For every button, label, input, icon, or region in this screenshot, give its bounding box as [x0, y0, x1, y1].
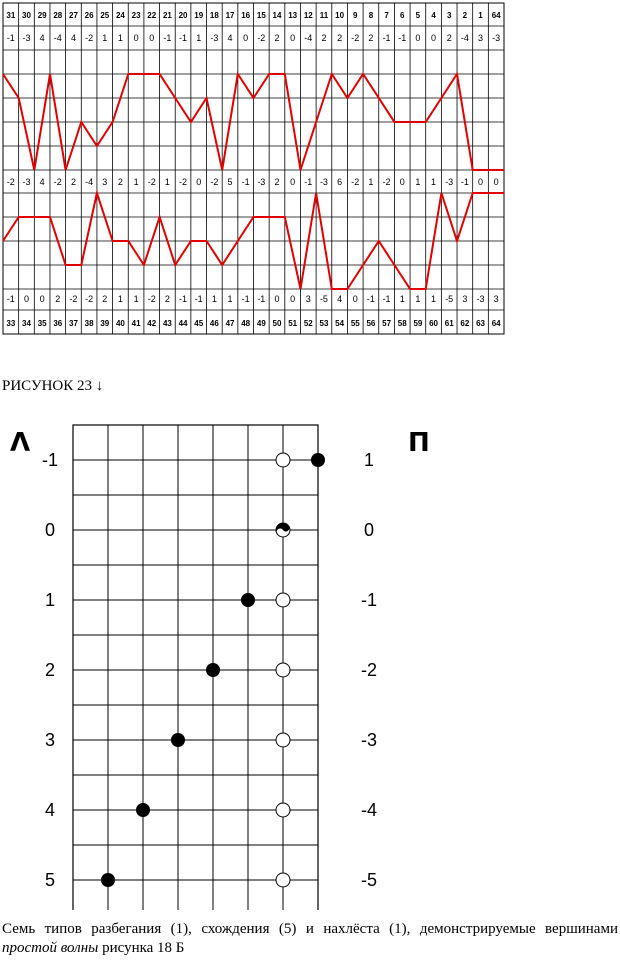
bottom-header-cell: 36 — [53, 319, 63, 328]
top-value-cell: 1 — [117, 33, 123, 43]
bottom-value-cell: -5 — [319, 294, 328, 304]
right-row-label: 0 — [363, 520, 375, 540]
bottom-value-cell: 0 — [274, 294, 280, 304]
bottom-value-cell: 0 — [352, 294, 358, 304]
bottom-value-cell: -1 — [382, 294, 391, 304]
bottom-caption-tail: рисунка 18 Б — [98, 940, 185, 956]
top-value-cell: 0 — [415, 33, 421, 43]
bottom-header-cell: 42 — [147, 319, 157, 328]
bottom-caption-italic: простой волны — [2, 940, 99, 956]
bottom-header-cell: 64 — [491, 319, 501, 328]
top-header-cell: 25 — [100, 11, 110, 20]
bottom-value-cell: 1 — [431, 294, 437, 304]
mid-value-cell: 1 — [133, 177, 139, 187]
black-dot — [311, 453, 325, 467]
black-dot — [241, 593, 255, 607]
mid-value-cell: -4 — [85, 177, 94, 187]
top-value-cell: -1 — [398, 33, 407, 43]
bottom-value-cell: -1 — [241, 294, 250, 304]
top-header-cell: 30 — [22, 11, 31, 20]
left-row-label: 1 — [44, 590, 56, 610]
bottom-value-cell: 3 — [493, 294, 499, 304]
bottom-header-cell: 53 — [319, 319, 329, 328]
bottom-header-cell: 50 — [272, 319, 282, 328]
top-value-cell: 0 — [133, 33, 139, 43]
top-value-cell: -3 — [210, 33, 219, 43]
top-header-cell: 24 — [115, 11, 125, 20]
right-row-label: -3 — [360, 730, 378, 750]
bottom-header-cell: 58 — [397, 319, 407, 328]
mid-value-cell: 1 — [164, 177, 170, 187]
top-header-cell: 9 — [353, 11, 358, 20]
wave-table-figure — [0, 0, 620, 340]
mid-value-cell: -2 — [351, 177, 360, 187]
top-header-cell: 4 — [431, 11, 436, 20]
top-header-cell: 26 — [84, 11, 94, 20]
bottom-header-cell: 59 — [413, 319, 423, 328]
mid-value-cell: 6 — [337, 177, 343, 187]
mid-value-cell: -3 — [319, 177, 328, 187]
black-dot — [206, 663, 220, 677]
top-value-cell: -2 — [85, 33, 94, 43]
top-header-cell: 16 — [241, 11, 251, 20]
top-header-cell: 3 — [446, 11, 452, 20]
bottom-header-cell: 34 — [22, 319, 31, 328]
mid-value-cell: -2 — [382, 177, 391, 187]
bottom-value-cell: 2 — [55, 294, 61, 304]
mid-value-cell: -2 — [147, 177, 156, 187]
black-dot — [101, 873, 115, 887]
bottom-header-cell: 57 — [382, 319, 392, 328]
bottom-header-cell: 44 — [178, 319, 188, 328]
left-row-label: 2 — [44, 660, 56, 680]
bottom-value-cell: -1 — [257, 294, 266, 304]
bottom-value-cell: -1 — [366, 294, 375, 304]
bottom-header-cell: 40 — [115, 319, 125, 328]
bottom-value-cell: -2 — [147, 294, 156, 304]
mid-value-cell: -2 — [179, 177, 188, 187]
bottom-header-cell: 38 — [84, 319, 94, 328]
top-header-cell: 11 — [319, 11, 329, 20]
right-heading: П — [408, 428, 430, 458]
mid-value-cell: -1 — [460, 177, 469, 187]
bottom-header-cell: 62 — [460, 319, 470, 328]
bottom-value-cell: -1 — [179, 294, 188, 304]
top-value-cell: -4 — [53, 33, 62, 43]
bottom-header-cell: 45 — [194, 319, 204, 328]
left-row-label: 4 — [44, 800, 56, 820]
bottom-header-cell: 56 — [366, 319, 376, 328]
top-header-cell: 18 — [209, 11, 219, 20]
bottom-header-cell: 48 — [241, 319, 251, 328]
white-dot — [276, 663, 290, 677]
top-header-cell: 21 — [162, 11, 172, 20]
top-header-cell: 31 — [6, 11, 16, 20]
right-row-label: -5 — [360, 870, 378, 890]
bottom-value-cell: -1 — [6, 294, 15, 304]
bottom-header-cell: 47 — [225, 319, 235, 328]
mid-value-cell: -2 — [53, 177, 62, 187]
mid-value-cell: 0 — [290, 177, 296, 187]
bottom-header-cell: 33 — [6, 319, 16, 328]
top-header-cell: 22 — [147, 11, 157, 20]
white-dot — [276, 453, 290, 467]
bottom-value-cell: -5 — [445, 294, 454, 304]
bottom-value-cell: 3 — [305, 294, 311, 304]
top-header-cell: 6 — [400, 11, 405, 20]
black-dot — [171, 733, 185, 747]
bottom-value-cell: -3 — [476, 294, 485, 304]
bottom-value-cell: 1 — [399, 294, 405, 304]
bottom-value-cell: 2 — [102, 294, 108, 304]
top-value-cell: -4 — [304, 33, 313, 43]
bottom-header-cell: 43 — [162, 319, 172, 328]
white-dot — [276, 593, 290, 607]
bottom-header-cell: 51 — [288, 319, 298, 328]
mid-value-cell: 3 — [102, 177, 108, 187]
mid-value-cell: 1 — [431, 177, 437, 187]
bottom-value-cell: 1 — [415, 294, 421, 304]
top-header-cell: 64 — [491, 11, 501, 20]
top-value-cell: -3 — [22, 33, 31, 43]
top-header-cell: 12 — [303, 11, 313, 20]
top-value-cell: -4 — [460, 33, 469, 43]
white-dot — [276, 803, 290, 817]
top-header-cell: 27 — [69, 11, 78, 20]
mid-value-cell: 1 — [368, 177, 374, 187]
bottom-value-cell: 1 — [117, 294, 123, 304]
top-value-cell: -3 — [492, 33, 501, 43]
bottom-value-cell: 4 — [337, 294, 343, 304]
mid-value-cell: 4 — [39, 177, 45, 187]
bottom-header-cell: 35 — [37, 319, 47, 328]
left-heading: Λ — [10, 428, 31, 458]
mid-value-cell: -1 — [241, 177, 250, 187]
top-value-cell: 2 — [446, 33, 452, 43]
top-header-cell: 14 — [272, 11, 282, 20]
white-dot — [276, 873, 290, 887]
top-header-cell: 19 — [194, 11, 204, 20]
bottom-header-cell: 46 — [209, 319, 219, 328]
top-header-cell: 28 — [53, 11, 63, 20]
bottom-header-cell: 49 — [256, 319, 266, 328]
top-value-cell: 0 — [243, 33, 249, 43]
bottom-caption-text: Семь типов разбегания (1), схождения (5) и нахлёста (1), демонстрируемые вершинами — [2, 921, 618, 937]
top-value-cell: 4 — [39, 33, 45, 43]
bottom-value-cell: -2 — [69, 294, 78, 304]
left-row-label: 0 — [44, 520, 56, 540]
top-header-cell: 8 — [368, 11, 374, 20]
bottom-header-cell: 63 — [476, 319, 485, 328]
bottom-caption — [2, 920, 618, 958]
top-value-cell: 4 — [227, 33, 233, 43]
mid-value-cell: 2 — [274, 177, 280, 187]
mid-value-cell: -2 — [6, 177, 15, 187]
bottom-header-cell: 52 — [303, 319, 313, 328]
bottom-header-cell: 61 — [444, 319, 454, 328]
mid-value-cell: 1 — [415, 177, 421, 187]
top-header-cell: 29 — [37, 11, 47, 20]
top-value-cell: 1 — [196, 33, 202, 43]
top-value-cell: 0 — [431, 33, 437, 43]
mid-value-cell: 0 — [478, 177, 484, 187]
bottom-value-cell: -2 — [85, 294, 94, 304]
top-value-cell: 0 — [290, 33, 296, 43]
right-row-label: -4 — [360, 800, 378, 820]
top-value-cell: 2 — [274, 33, 280, 43]
top-value-cell: 2 — [321, 33, 327, 43]
black-dot — [136, 803, 150, 817]
mid-value-cell: -3 — [445, 177, 454, 187]
right-row-label: -2 — [360, 660, 378, 680]
mid-value-cell: 0 — [196, 177, 202, 187]
left-row-label: -1 — [41, 450, 59, 470]
top-value-cell: 2 — [368, 33, 374, 43]
right-row-label: -1 — [360, 590, 378, 610]
bottom-header-cell: 54 — [335, 319, 345, 328]
mid-value-cell: -2 — [210, 177, 219, 187]
top-value-cell: -1 — [179, 33, 188, 43]
mid-value-cell: 2 — [70, 177, 76, 187]
left-row-label: 5 — [44, 870, 56, 890]
mid-value-cell: 2 — [117, 177, 123, 187]
mid-value-cell: -1 — [304, 177, 313, 187]
mid-value-cell: 5 — [227, 177, 233, 187]
mid-value-cell: -3 — [22, 177, 31, 187]
bottom-header-cell: 37 — [69, 319, 78, 328]
top-header-cell: 15 — [256, 11, 266, 20]
top-value-cell: 3 — [478, 33, 484, 43]
top-header-cell: 5 — [415, 11, 421, 20]
bottom-value-cell: -1 — [194, 294, 203, 304]
top-header-cell: 2 — [462, 11, 468, 20]
top-value-cell: -1 — [163, 33, 172, 43]
top-value-cell: 2 — [337, 33, 343, 43]
mid-value-cell: 0 — [399, 177, 405, 187]
top-header-cell: 10 — [335, 11, 345, 20]
top-value-cell: -1 — [6, 33, 15, 43]
top-header-cell: 17 — [225, 11, 235, 20]
top-value-cell: 4 — [70, 33, 76, 43]
top-value-cell: -1 — [382, 33, 391, 43]
bottom-value-cell: 3 — [462, 294, 468, 304]
top-value-cell: -2 — [257, 33, 266, 43]
top-value-cell: 1 — [102, 33, 108, 43]
right-row-label: 1 — [363, 450, 375, 470]
bottom-header-cell: 55 — [350, 319, 360, 328]
bottom-value-cell: 1 — [211, 294, 217, 304]
top-header-cell: 13 — [288, 11, 298, 20]
bottom-value-cell: 0 — [39, 294, 45, 304]
bottom-value-cell: 0 — [23, 294, 29, 304]
top-header-cell: 20 — [178, 11, 188, 20]
figure-23-caption: РИСУНОК 23 ↓ — [2, 378, 104, 394]
top-value-cell: -2 — [351, 33, 360, 43]
top-header-cell: 23 — [131, 11, 141, 20]
mid-value-cell: -3 — [257, 177, 266, 187]
bottom-header-cell: 60 — [429, 319, 438, 328]
bottom-value-cell: 2 — [164, 294, 170, 304]
mid-value-cell: 0 — [493, 177, 499, 187]
white-dot — [276, 733, 290, 747]
top-header-cell: 1 — [478, 11, 483, 20]
bottom-value-cell: 1 — [133, 294, 139, 304]
bottom-value-cell: 1 — [227, 294, 233, 304]
bottom-header-cell: 41 — [131, 319, 141, 328]
bottom-header-cell: 39 — [100, 319, 110, 328]
bottom-value-cell: 0 — [290, 294, 296, 304]
top-value-cell: 0 — [149, 33, 155, 43]
top-header-cell: 7 — [384, 11, 389, 20]
figure-23-grid — [0, 405, 620, 910]
left-row-label: 3 — [44, 730, 56, 750]
